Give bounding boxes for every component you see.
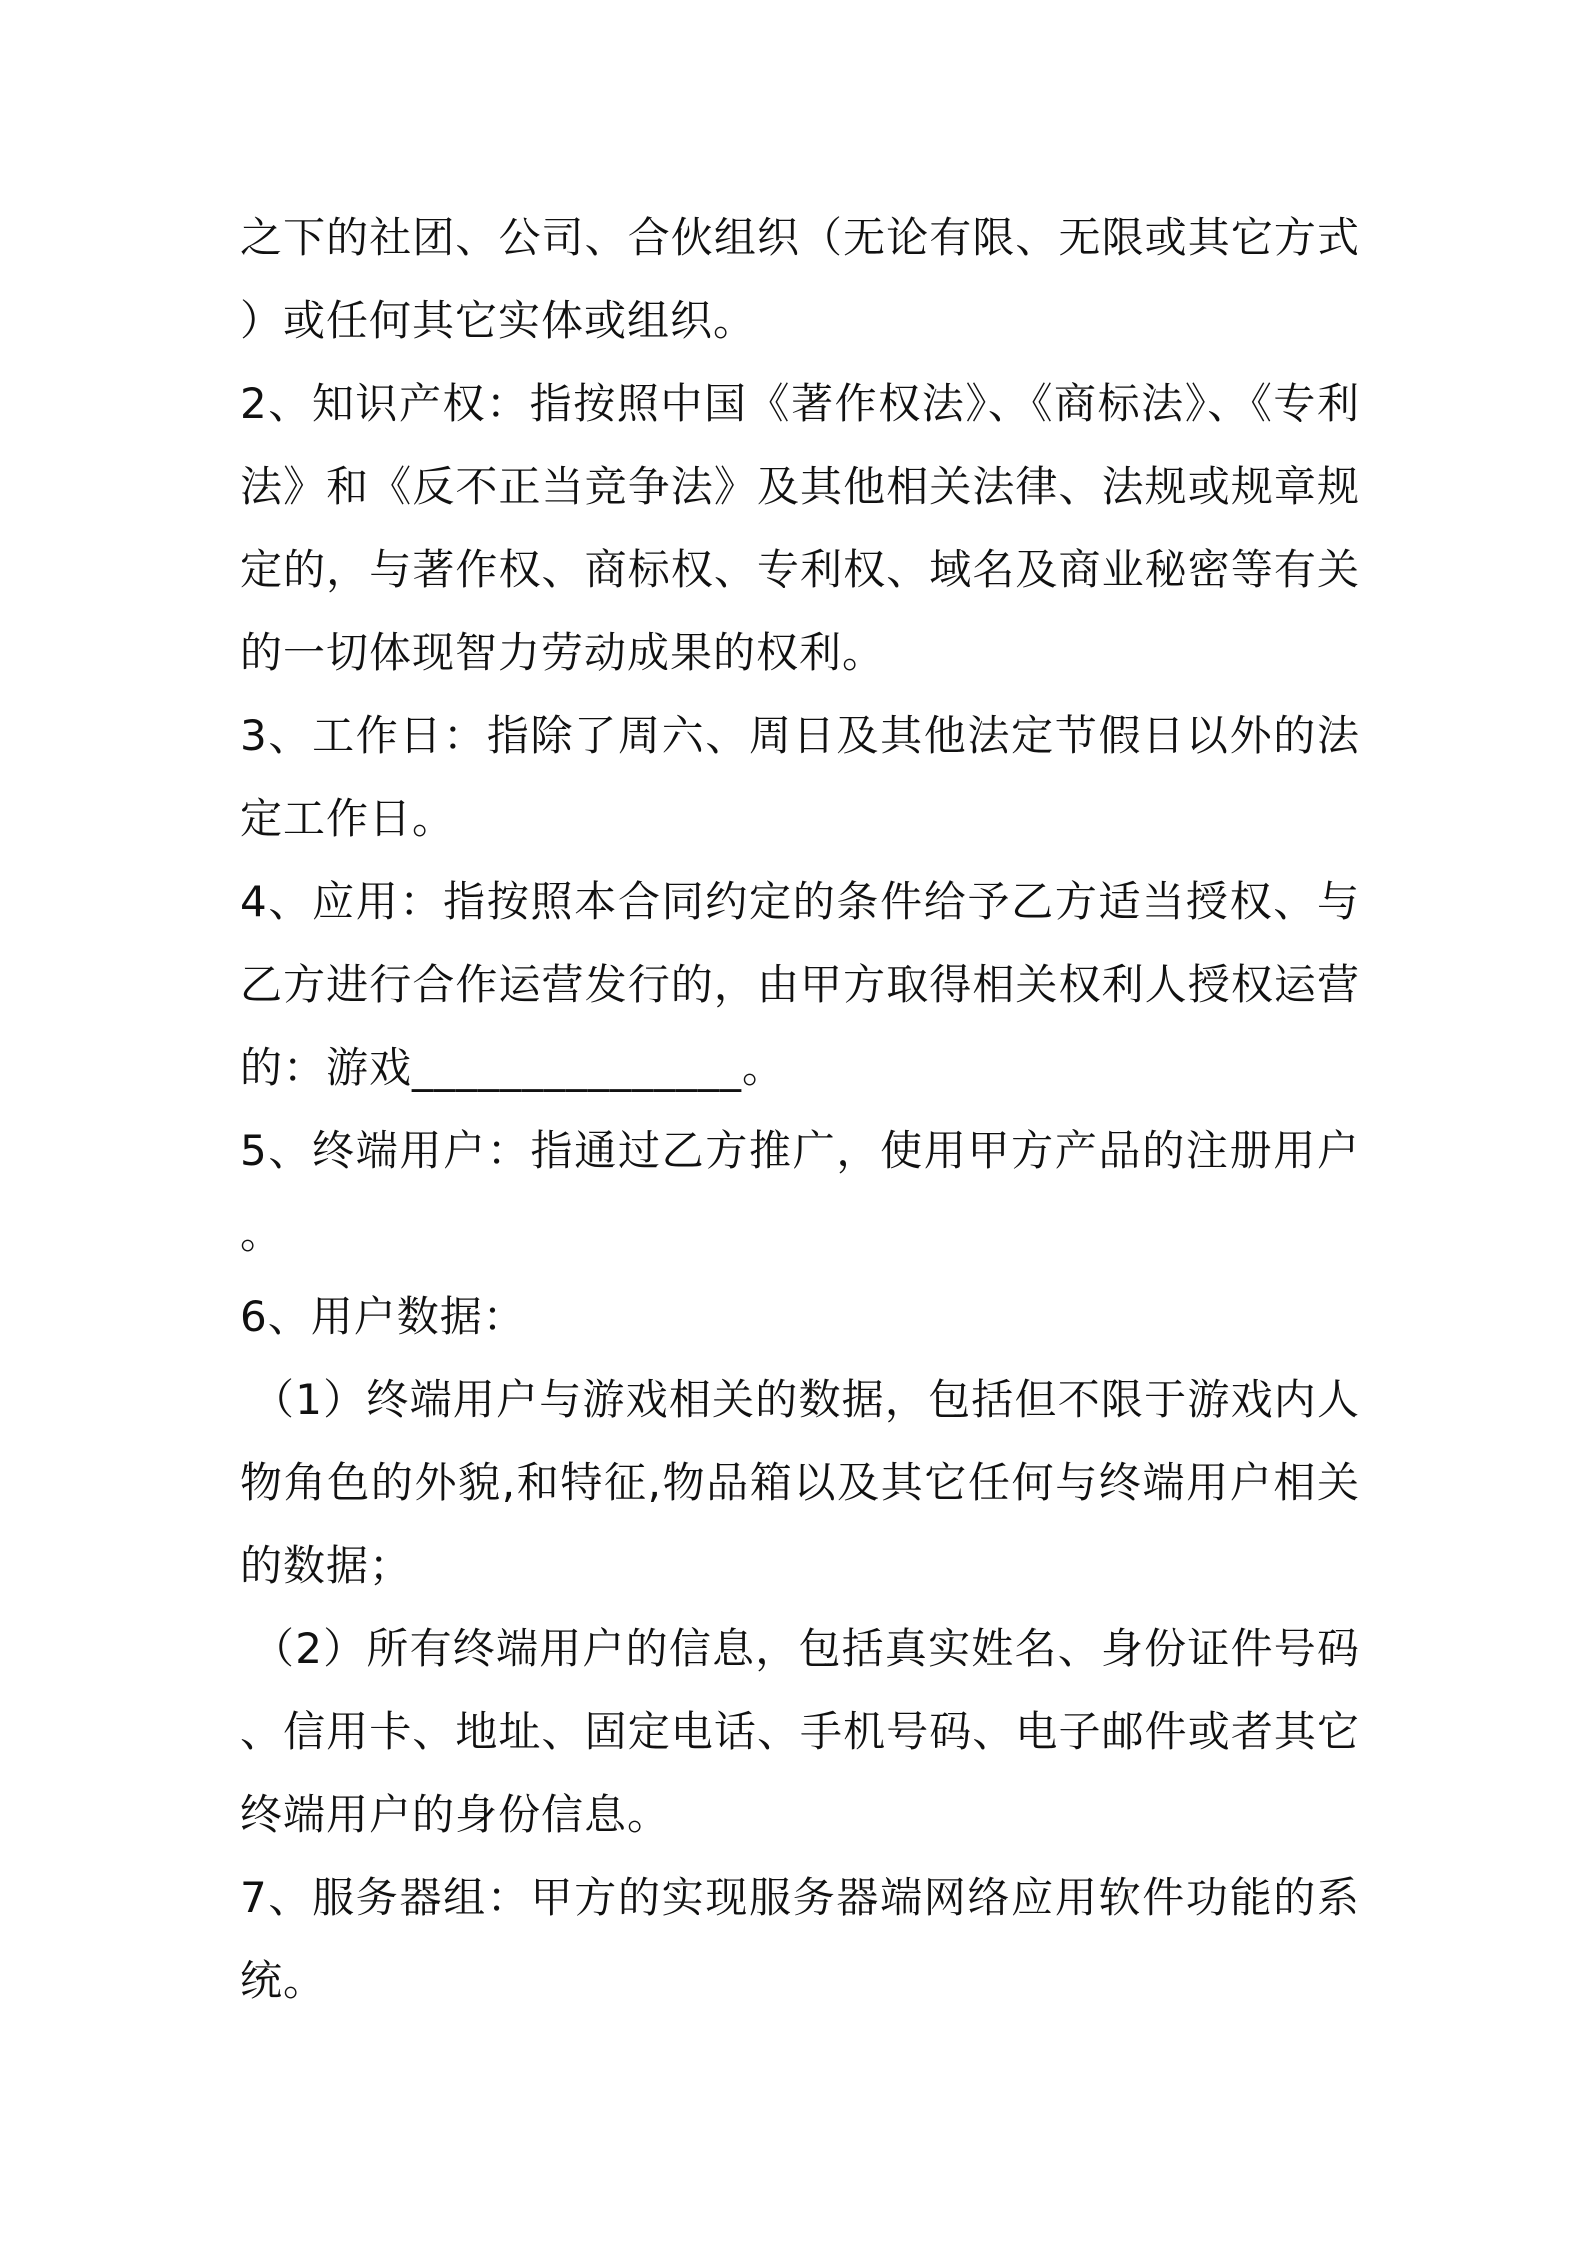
text-line: 之下的社团、公司、合伙组织（无论有限、无限或其它方式 <box>240 213 1360 262</box>
clause-7-heading-line: 7、服务器组：甲方的实现服务器端网络应用软件功能的系 <box>240 1873 1360 1922</box>
text-line: 终端用户的身份信息。 <box>240 1790 671 1839</box>
text-line: 。 <box>240 1209 284 1258</box>
clause-6-heading-line: 6、用户数据： <box>240 1292 526 1341</box>
text-line: 的数据； <box>240 1541 413 1590</box>
text-line: 定工作日。 <box>240 794 456 843</box>
clause-4-heading-line: 4、应用：指按照本合同约定的条件给予乙方适当授权、与 <box>240 877 1360 926</box>
clause-5-heading-line: 5、终端用户：指通过乙方推广，使用甲方产品的注册用户 <box>240 1126 1360 1175</box>
document-body <box>240 196 1360 2022</box>
clause-3-heading-line: 3、工作日：指除了周六、周日及其他法定节假日以外的法 <box>240 711 1360 760</box>
text-line: 定的，与著作权、商标权、专利权、域名及商业秘密等有关 <box>240 545 1360 594</box>
text-line: 的一切体现智力劳动成果的权利。 <box>240 628 886 677</box>
text-line: 统。 <box>240 1956 327 2005</box>
subclause-2-line: （2）所有终端用户的信息，包括真实姓名、身份证件号码 <box>252 1624 1360 1673</box>
text-line: 乙方进行合作运营发行的，由甲方取得相关权利人授权运营 <box>240 960 1360 1009</box>
subclause-1-line: （1）终端用户与游戏相关的数据，包括但不限于游戏内人 <box>252 1375 1360 1424</box>
text-line: 法》和《反不正当竞争法》及其他相关法律、法规或规章规 <box>240 462 1360 511</box>
clause-2-heading-line: 2、知识产权：指按照中国《著作权法》、《商标法》、《专利 <box>240 379 1360 428</box>
game-name-blank-line: 的：游戏_______________。 <box>240 1043 786 1092</box>
text-line: 物角色的外貌,和特征,物品箱以及其它任何与终端用户相关 <box>240 1458 1360 1507</box>
text-line: ）或任何其它实体或组织。 <box>240 296 757 345</box>
text-line: 、信用卡、地址、固定电话、手机号码、电子邮件或者其它 <box>240 1707 1360 1756</box>
